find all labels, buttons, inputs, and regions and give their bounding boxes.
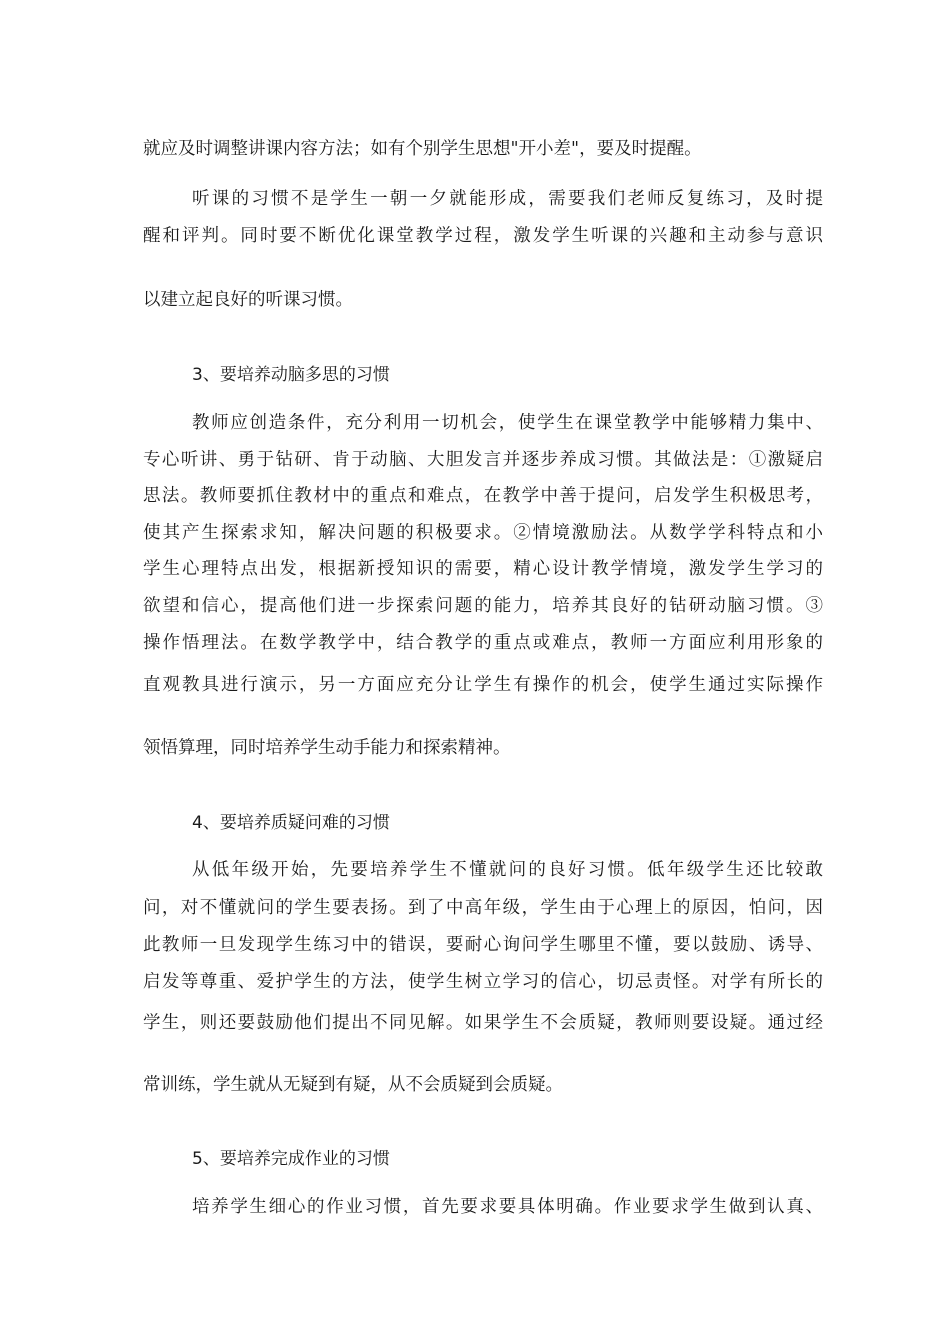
paragraph-line: 直观教具进行演示，另一方面应充分让学生有操作的机会，使学生通过实际操作 bbox=[143, 675, 823, 695]
paragraph-line: 思法。教师要抓住教材中的重点和难点，在教学中善于提问，启发学生积极思考， bbox=[143, 486, 823, 506]
paragraph-line: 从低年级开始，先要培养学生不懂就问的良好习惯。低年级学生还比较敢 bbox=[192, 860, 823, 880]
paragraph-line: 醒和评判。同时要不断优化课堂教学过程，激发学生听课的兴趣和主动参与意识 bbox=[143, 226, 823, 246]
paragraph-line: 培养学生细心的作业习惯，首先要求要具体明确。作业要求学生做到认真、 bbox=[192, 1197, 823, 1217]
section-heading-4: 4、要培养质疑问难的习惯 bbox=[192, 813, 390, 833]
section-heading-3: 3、要培养动脑多思的习惯 bbox=[192, 365, 390, 385]
paragraph-line: 以建立起良好的听课习惯。 bbox=[143, 290, 353, 310]
paragraph-line: 常训练，学生就从无疑到有疑，从不会质疑到会质疑。 bbox=[143, 1075, 563, 1095]
paragraph-line: 欲望和信心，提高他们进一步探索问题的能力，培养其良好的钻研动脑习惯。③ bbox=[143, 596, 823, 616]
paragraph-line: 专心听讲、勇于钻研、肯于动脑、大胆发言并逐步养成习惯。其做法是：①激疑启 bbox=[143, 450, 823, 470]
paragraph-line: 领悟算理，同时培养学生动手能力和探索精神。 bbox=[143, 738, 511, 758]
paragraph-line: 启发等尊重、爱护学生的方法，使学生树立学习的信心，切忌责怪。对学有所长的 bbox=[143, 972, 823, 992]
section-heading-5: 5、要培养完成作业的习惯 bbox=[192, 1149, 390, 1169]
paragraph-line: 学生，则还要鼓励他们提出不同见解。如果学生不会质疑，教师则要设疑。通过经 bbox=[143, 1013, 823, 1033]
paragraph-line: 就应及时调整讲课内容方法；如有个别学生思想"开小差"，要及时提醒。 bbox=[143, 139, 702, 159]
paragraph-line: 使其产生探索求知，解决问题的积极要求。②情境激励法。从数学学科特点和小 bbox=[143, 523, 823, 543]
paragraph-line: 问，对不懂就问的学生要表扬。到了中高年级，学生由于心理上的原因，怕问，因 bbox=[143, 898, 823, 918]
paragraph-line: 操作悟理法。在数学教学中，结合教学的重点或难点，教师一方面应利用形象的 bbox=[143, 633, 823, 653]
paragraph-line: 学生心理特点出发，根据新授知识的需要，精心设计教学情境，激发学生学习的 bbox=[143, 559, 823, 579]
paragraph-line: 此教师一旦发现学生练习中的错误，要耐心询问学生哪里不懂，要以鼓励、诱导、 bbox=[143, 935, 823, 955]
paragraph-line: 教师应创造条件，充分利用一切机会，使学生在课堂教学中能够精力集中、 bbox=[192, 413, 823, 433]
paragraph-line: 听课的习惯不是学生一朝一夕就能形成，需要我们老师反复练习，及时提 bbox=[192, 189, 823, 209]
